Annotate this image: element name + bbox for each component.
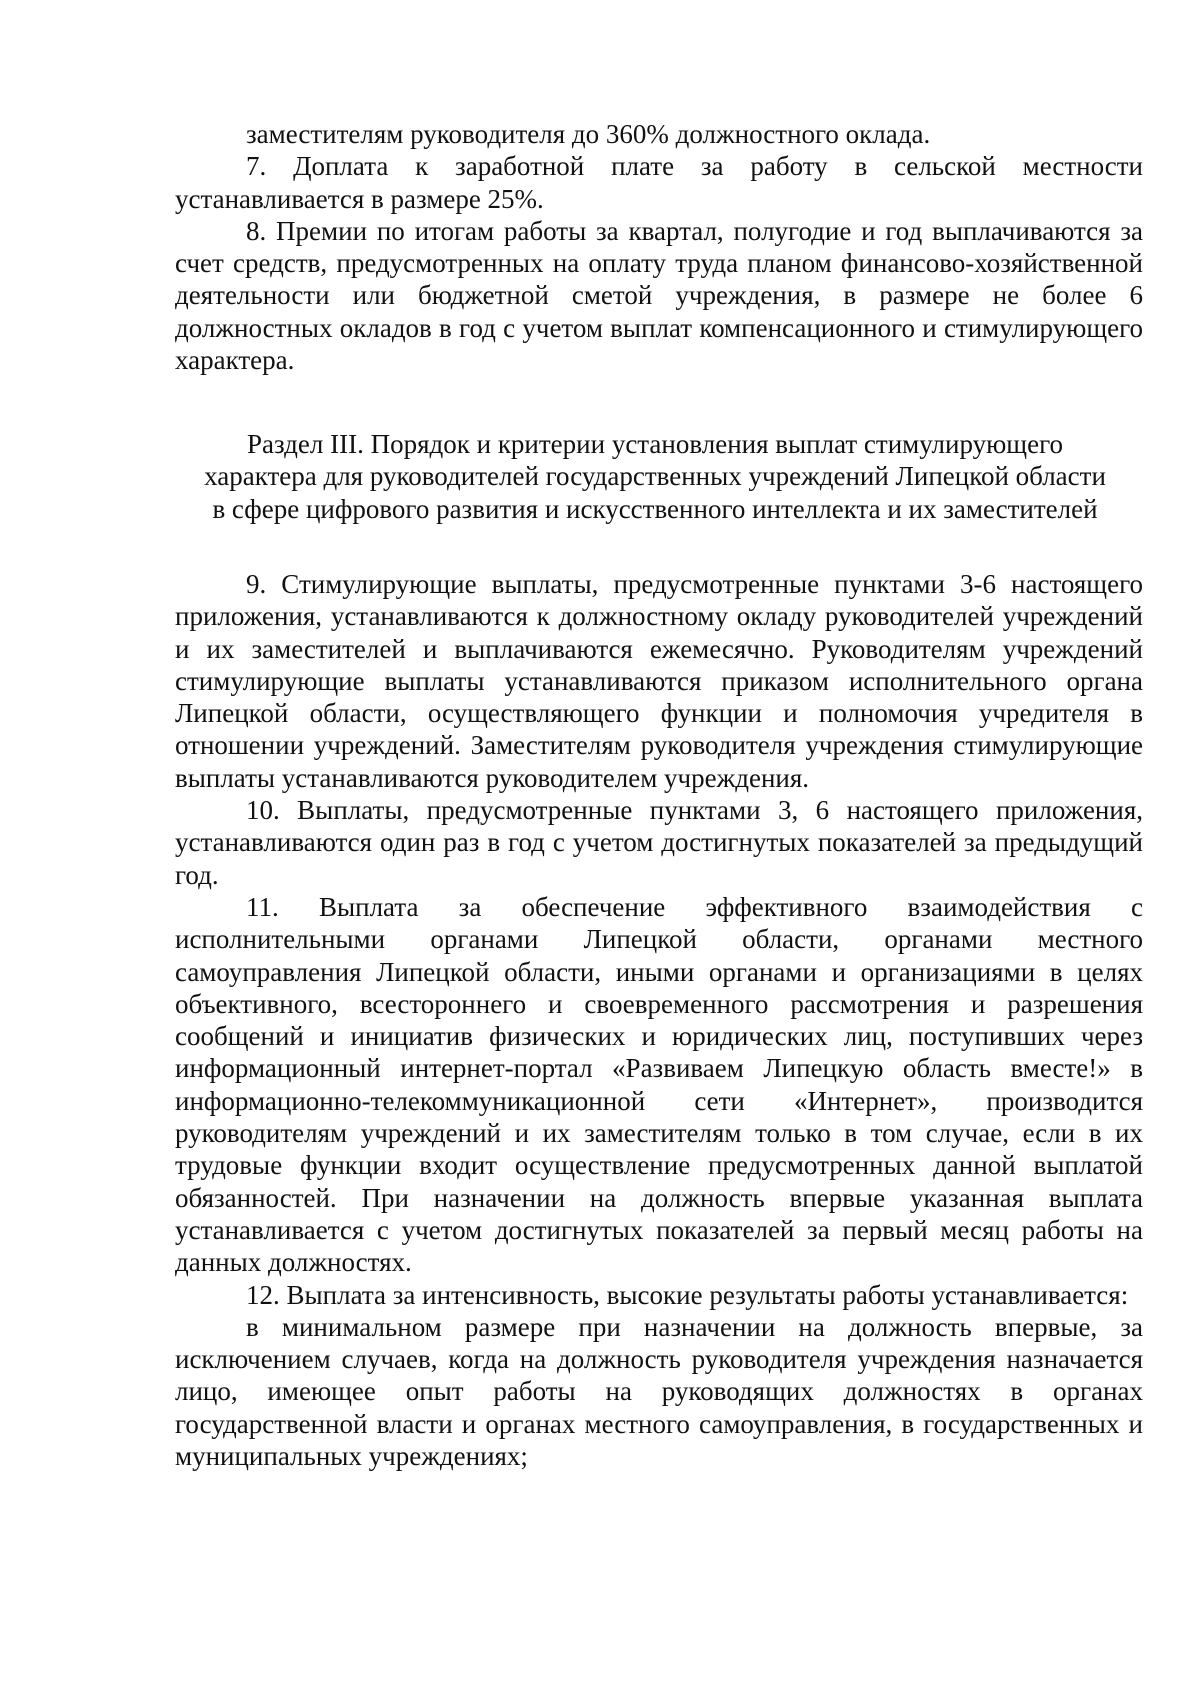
paragraph-12: 12. Выплата за интенсивность, высокие результаты работы устанавливается: [246,1279,1129,1310]
section-heading-line-1: Раздел III. Порядок и критерии установления выплат стимулирующего [247,429,1063,459]
paragraph-9: 9. Стимулирующие выплаты, предусмотренные пунктами 3-6 настоящего приложения, устанавливаются к должностному окладу руководителей учреждений и их заместителей и выплачиваются ежемесячно. Руководителям учреждений стимулирующие выплаты устанавливаются приказом исполнительного органа Липецкой области, осуществляющего функции и полномочия учредителя в отношении учреждений. Заместителям руководителя учреждения стимулирующие выплаты устанавливаются руководителем учреждения. [175,569,1143,793]
paragraph-8: 8. Премии по итогам работы за квартал, полугодие и год выплачиваются за счет средств, предусмотренных на оплату труда планом финансово-хозяйственной деятельности или бюджетной сметой учреждения, в размере не более 6 должностных окладов в год с учетом выплат компенсационного и стимулирующего характера. [175,215,1143,376]
text-block-top [175,118,1143,376]
paragraph-10: 10. Выплаты, предусмотренные пунктами 3, 6 настоящего приложения, устанавливаются один раз в год с учетом достигнутых показателей за предыдущий год. [175,795,1143,890]
paragraph-6-continuation: заместителям руководителя до 360% должностного оклада. [246,119,931,149]
paragraph-7: 7. Доплата к заработной плате за работу в сельской местности устанавливается в размере 25%. [175,151,1143,214]
section-heading-line-3: в сфере цифрового развития и искусственного интеллекта и их заместителей [212,493,1098,524]
text-block-bottom [175,568,1143,1472]
section-heading-line-2: характера для руководителей государственных учреждений Липецкой области [204,461,1106,492]
section-heading [160,428,1150,525]
paragraph-11: 11. Выплата за обеспечение эффективного взаимодействия с исполнительными органами Липецкой области, органами местного самоуправления Липецкой области, иными органами и организациями в целях объективного, всестороннего и своевременного рассмотрения и разрешения сообщений и инициатив физических и юридических лиц, поступивших через информационный интернет-портал «Развиваем Липецкую область вместе!» в информационно-телекоммуникационной сети «Интернет», производится руководителям учреждений и их заместителям только в том случае, если в их трудовые функции входит осуществление предусмотренных данной выплатой обязанностей. При назначении на должность впервые указанная выплата устанавливается с учетом достигнутых показателей за первый месяц работы на данных должностях. [175,891,1143,1278]
paragraph-12-item: в минимальном размере при назначении на должность впервые, за исключением случаев, когда на должность руководителя учреждения назначается лицо, имеющее опыт работы на руководящих должностях в органах государственной власти и органах местного самоуправления, в государственных и муниципальных учреждениях; [175,1311,1143,1472]
